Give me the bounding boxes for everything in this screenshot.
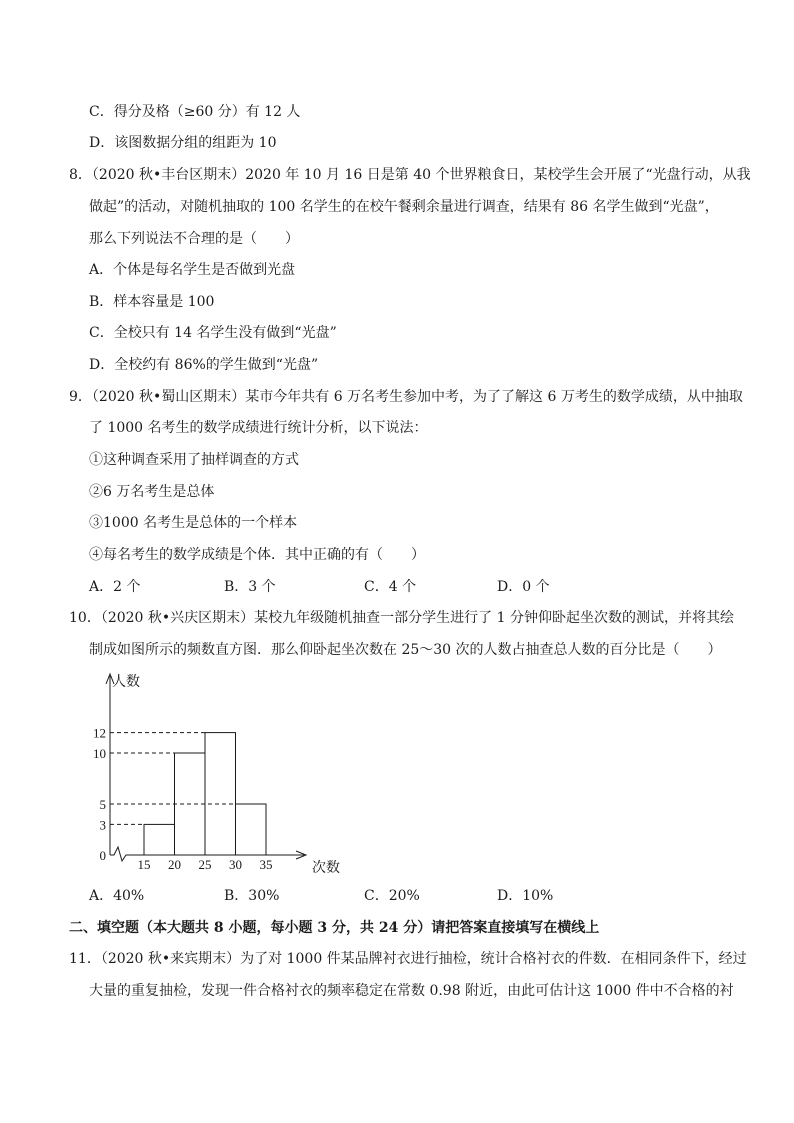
- q9-statement-2: ②6 万名考生是总体: [89, 484, 215, 500]
- q9-stem-line-2: 了 1000 名考生的数学成绩进行统计分析，以下说法：: [89, 420, 428, 436]
- q8-option-a: A．个体是每名学生是否做到光盘: [89, 262, 296, 278]
- y-tick-label: 5: [99, 797, 106, 812]
- y-tick-label: 0: [99, 848, 106, 863]
- x-tick-label: 25: [198, 857, 212, 872]
- q10-stem-line-2: 制成如图所示的频数直方图．那么仰卧起坐次数在 25～30 次的人数占抽查总人数的百分比是（ ）: [89, 642, 722, 658]
- q8-stem-line-3: 那么下列说法不合理的是（ ）: [89, 231, 299, 247]
- frequency-histogram: [80, 668, 380, 880]
- q10-choice-a: A．40%: [89, 888, 145, 904]
- q9-choice-a: A．2 个: [89, 579, 141, 595]
- y-tick-label: 12: [93, 725, 106, 741]
- x-axis-label: 次数: [312, 861, 340, 876]
- histogram-bar: [205, 733, 236, 855]
- q9-choice-c: C．4 个: [364, 579, 417, 595]
- q10-choice-b: B．30%: [224, 888, 280, 904]
- q10-choice-c: C．20%: [364, 888, 420, 904]
- histogram-bar: [236, 804, 267, 855]
- q9-stem-line-1: 9．（2020 秋•蜀山区期末）某市今年共有 6 万名考生参加中考，为了了解这 6 万考生的数学成绩，从中抽取: [69, 389, 743, 405]
- histogram-bar: [144, 824, 175, 855]
- q11-stem-line-2: 大量的重复抽检，发现一件合格衬衣的频率稳定在常数 0.98 附近，由此可估计这 1000 件中不合格的衬: [89, 983, 734, 999]
- y-tick-label: 10: [93, 746, 106, 761]
- q9-choice-d: D．0 个: [497, 579, 550, 595]
- y-axis-label: 人数: [112, 675, 140, 690]
- q8-option-b: B．样本容量是 100: [89, 294, 215, 310]
- q11-stem-line-1: 11．（2020 秋•来宾期末）为了对 1000 件某品牌衬衣进行抽检，统计合格衬衣的件数．在相同条件下，经过: [69, 951, 747, 967]
- q7-option-d: D．该图数据分组的组距为 10: [89, 135, 277, 151]
- x-tick-label: 30: [229, 857, 242, 872]
- q7-option-c: C．得分及格（≥60 分）有 12 人: [89, 104, 301, 120]
- x-tick-label: 35: [259, 857, 273, 872]
- q8-stem-line-1: 8．（2020 秋•丰台区期末）2020 年 10 月 16 日是第 40 个世界粮食日，某校学生会开展了“光盘行动，从我: [69, 167, 751, 183]
- x-tick-label: 20: [168, 857, 181, 872]
- q10-choice-d: D．10%: [497, 888, 554, 904]
- section-2-heading: 二、填空题（本大题共 8 小题，每小题 3 分，共 24 分）请把答案直接填写在横线上: [69, 920, 600, 936]
- x-tick-label: 15: [137, 857, 151, 872]
- q9-statement-4: ④每名考生的数学成绩是个体．其中正确的有（ ）: [89, 547, 425, 563]
- q8-option-c: C．全校只有 14 名学生没有做到“光盘”: [89, 325, 337, 341]
- q9-statement-1: ①这种调查采用了抽样调查的方式: [89, 452, 299, 468]
- y-tick-label: 3: [99, 817, 106, 833]
- q8-option-d: D．全校约有 86%的学生做到“光盘”: [89, 357, 319, 373]
- q9-choice-b: B．3 个: [224, 579, 276, 595]
- q8-stem-line-2: 做起”的活动，对随机抽取的 100 名学生的在校午餐剩余量进行调查，结果有 86 名学生做到“光盘”，: [89, 199, 719, 215]
- q10-stem-line-1: 10．（2020 秋•兴庆区期末）某校九年级随机抽查一部分学生进行了 1 分钟仰卧起坐次数的测试，并将其绘: [69, 610, 734, 626]
- q9-statement-3: ③1000 名考生是总体的一个样本: [89, 515, 298, 531]
